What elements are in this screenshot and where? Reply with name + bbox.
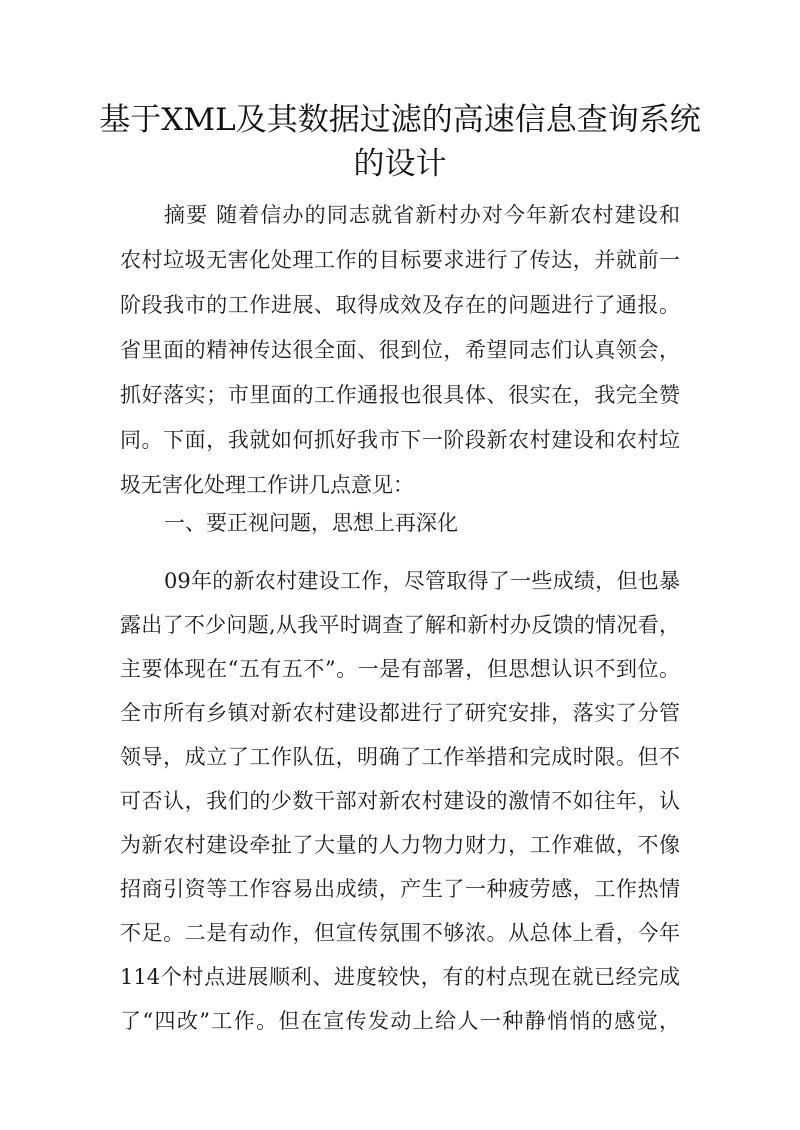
body-line: 领导，成立了工作队伍，明确了工作举措和完成时限。但不	[120, 745, 680, 769]
section-heading: 一、要正视问题，思想上再深化	[164, 511, 458, 535]
abstract-line: 农村垃圾无害化处理工作的目标要求进行了传达，并就前一	[120, 248, 680, 272]
body-line: 为新农村建设牵扯了大量的人力物力财力，工作难做，不像	[120, 833, 680, 857]
abstract-line: 省里面的精神传达很全面、很到位，希望同志们认真领会，	[120, 338, 680, 362]
document-title-line-1: 基于XML及其数据过滤的高速信息查询系统	[99, 102, 701, 138]
abstract-line: 同。下面，我就如何抓好我市下一阶段新农村建设和农村垃	[120, 428, 680, 452]
document-title-line-2: 的设计	[353, 146, 447, 182]
body-line: 主要体现在“五有五不”。一是有部署，但思想认识不到位。	[120, 657, 680, 681]
body-line: 了“四改”工作。但在宣传发动上给人一种静悄悄的感觉，	[120, 1009, 680, 1033]
abstract-line: 圾无害化处理工作讲几点意见：	[120, 473, 414, 497]
body-line: 09年的新农村建设工作，尽管取得了一些成绩，但也暴	[164, 569, 680, 593]
body-line: 可否认，我们的少数干部对新农村建设的激情不如往年，认	[120, 789, 680, 813]
body-line: 招商引资等工作容易出成绩，产生了一种疲劳感，工作热情	[120, 877, 680, 901]
abstract-line: 抓好落实；市里面的工作通报也很具体、很实在，我完全赞	[120, 383, 680, 407]
body-line: 不足。二是有动作，但宣传氛围不够浓。从总体上看，今年	[120, 921, 680, 945]
abstract-line: 阶段我市的工作进展、取得成效及存在的问题进行了通报。	[120, 293, 680, 317]
body-line: 露出了不少问题,从我平时调查了解和新村办反馈的情况看，	[120, 613, 680, 637]
abstract-line: 摘要 随着信办的同志就省新村办对今年新农村建设和	[164, 203, 680, 227]
body-line: 114个村点进展顺利、进度较快，有的村点现在就已经完成	[120, 965, 680, 989]
body-line: 全市所有乡镇对新农村建设都进行了研究安排，落实了分管	[120, 701, 680, 725]
